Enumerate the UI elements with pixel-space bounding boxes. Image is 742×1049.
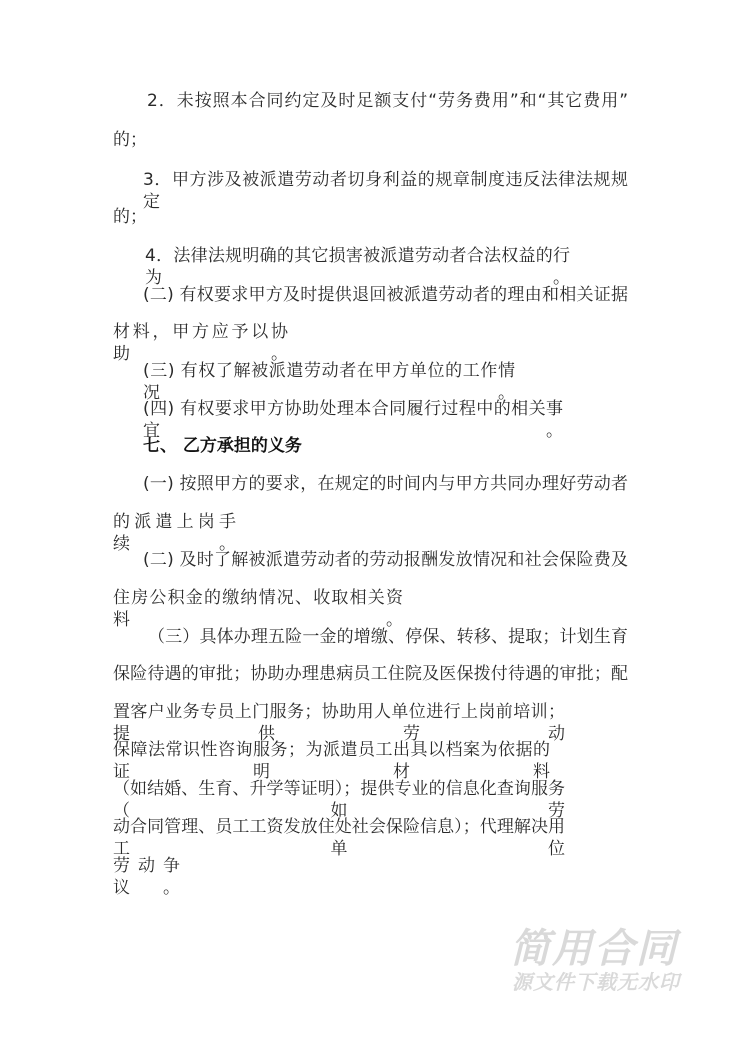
- paragraph-line: 保障法常识性咨询服务；为派遣员工出具以档案为依据的证明材料: [113, 740, 550, 782]
- paragraph-line: (三) 有权了解被派遣劳动者在甲方单位的工作情况。: [143, 361, 515, 403]
- paragraph-line: 4．法律法规明确的其它损害被派遣劳动者合法权益的行为。: [145, 246, 570, 288]
- paragraph-line: 保险待遇的审批；协助办理患病员工住院及医保拨付待遇的审批；配: [113, 664, 628, 684]
- paragraph-line: 3．甲方涉及被派遣劳动者切身利益的规章制度违反法律法规规定: [143, 170, 628, 212]
- paragraph-line: （如结婚、生育、升学等证明）；提供专业的信息化查询服务（如劳: [113, 779, 565, 821]
- paragraph-line: 的；: [113, 130, 147, 150]
- watermark-tagline: 源文件下载无水印: [512, 970, 680, 994]
- section-heading: 七、 乙方承担的义务: [143, 436, 302, 456]
- paragraph-line: 置客户业务专员上门服务；协助用人单位进行上岗前培训；提供劳动: [113, 702, 565, 744]
- paragraph-line: 2．未按照本合同约定及时足额支付“劳务费用”和“其它费用”: [147, 91, 628, 111]
- paragraph-line: （三）具体办理五险一金的增缴、停保、转移、提取；计划生育: [148, 627, 628, 647]
- paragraph-line: (二) 及时了解被派遣劳动者的劳动报酬发放情况和社会保险费及: [143, 550, 628, 570]
- paragraph-line: (一) 按照甲方的要求，在规定的时间内与甲方共同办理好劳动者: [143, 474, 628, 494]
- paragraph-line: (四) 有权要求甲方协助处理本合同履行过程中的相关事宜。: [143, 399, 563, 441]
- paragraph-line: 材料，甲方应予以协助。: [113, 322, 288, 364]
- paragraph-line: 劳动争议。: [113, 856, 180, 898]
- paragraph-line: 的派遣上岗手续。: [113, 512, 236, 554]
- watermark-brand: 简用合同: [510, 926, 678, 972]
- paragraph-line: 动合同管理、员工工资发放住处社会保险信息）；代理解决用工单位: [113, 817, 565, 859]
- paragraph-line: 住房公积金的缴纳情况、收取相关资料。: [113, 588, 403, 630]
- paragraph-line: (二) 有权要求甲方及时提供退回被派遣劳动者的理由和相关证据: [143, 285, 628, 305]
- paragraph-line: 的；: [113, 207, 147, 227]
